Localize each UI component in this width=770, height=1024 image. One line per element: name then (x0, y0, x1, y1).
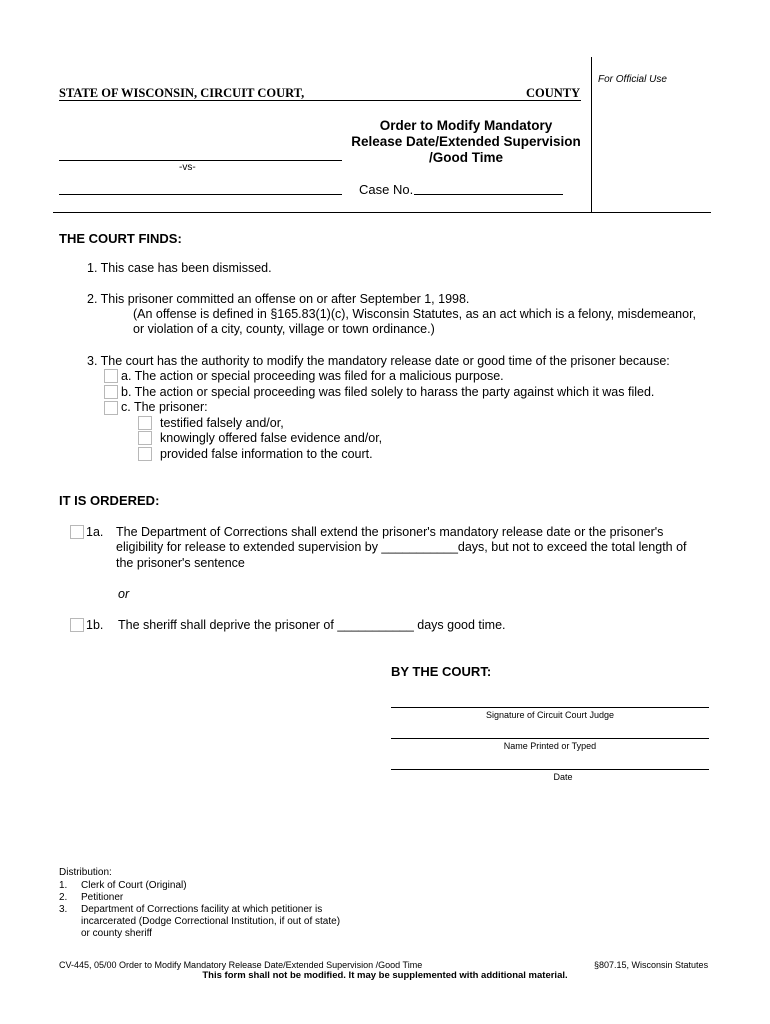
date-field[interactable] (391, 769, 709, 770)
finding-2-note-2: or violation of a city, county, village or town ordinance.) (133, 322, 435, 336)
form-title-line1: Order to Modify Mandatory (379, 118, 553, 133)
vs-label: -vs- (179, 162, 196, 173)
judge-signature-label: Signature of Circuit Court Judge (485, 710, 615, 720)
distribution-item-1: Clerk of Court (Original) (81, 880, 187, 891)
order-1b-text: The sheriff shall deprive the prisoner of ___________ days good time. (118, 618, 506, 632)
official-use-label: For Official Use (598, 74, 667, 85)
finding-3c-testified: testified falsely and/or, (160, 416, 284, 430)
finding-2-note-1: (An offense is defined in §165.83(1)(c), Wisconsin Statutes, as an act which is a felony, misdemeanor, (133, 307, 697, 321)
finding-3: 3. The court has the authority to modify the mandatory release date or good time of the prisoner because: (87, 354, 670, 368)
finding-3a: a. The action or special proceeding was filed for a malicious purpose. (121, 369, 504, 383)
order-1a-line3: the prisoner's sentence (116, 556, 245, 570)
checkbox-3c-testified[interactable] (138, 416, 152, 430)
order-1b-number: 1b. (86, 618, 104, 632)
distribution-item-1-num: 1. (59, 880, 68, 891)
finding-3c-evidence: knowingly offered false evidence and/or, (160, 431, 383, 445)
distribution-item-2: Petitioner (81, 892, 124, 903)
county-label: COUNTY (526, 86, 581, 100)
judge-signature-field[interactable] (391, 707, 709, 708)
distribution-item-3-num: 3. (59, 904, 68, 915)
distribution-item-3-cont2: or county sheriff (81, 928, 152, 939)
ordered-heading: IT IS ORDERED: (59, 493, 160, 508)
finding-2: 2. This prisoner committed an offense on or after September 1, 1998. (87, 292, 470, 306)
finding-3b: b. The action or special proceeding was filed solely to harass the party against which it was filed. (121, 385, 655, 399)
defendant-name-field[interactable] (59, 194, 342, 195)
modification-notice: This form shall not be modified. It may be supplemented with additional material. (202, 970, 568, 981)
state-court-label: STATE OF WISCONSIN, CIRCUIT COURT, (59, 86, 305, 100)
checkbox-3c-evidence[interactable] (138, 431, 152, 445)
checkbox-3c[interactable] (104, 401, 118, 415)
finding-3c: c. The prisoner: (121, 400, 208, 414)
checkbox-order-1a[interactable] (70, 525, 84, 539)
form-title-line2: Release Date/Extended Supervision (351, 134, 581, 149)
finding-1: 1. This case has been dismissed. (87, 261, 272, 275)
form-id: CV-445, 05/00 Order to Modify Mandatory Release Date/Extended Supervision /Good Time (59, 960, 423, 970)
order-1a-number: 1a. (86, 525, 104, 539)
court-finds-heading: THE COURT FINDS: (59, 231, 182, 246)
official-use-divider (591, 57, 592, 213)
case-number-label: Case No. (359, 182, 414, 197)
checkbox-order-1b[interactable] (70, 618, 84, 632)
header-bottom-rule (53, 212, 711, 213)
finding-3c-information: provided false information to the court. (160, 447, 373, 461)
distribution-heading: Distribution: (59, 867, 112, 878)
distribution-item-2-num: 2. (59, 892, 68, 903)
order-1a-line2: eligibility for release to extended supervision by ___________days, but not to exceed the total length of (116, 540, 687, 554)
distribution-item-3: Department of Corrections facility at which petitioner is (81, 904, 323, 915)
plaintiff-name-field[interactable] (59, 160, 342, 161)
case-number-field[interactable] (414, 194, 563, 195)
checkbox-3b[interactable] (104, 385, 118, 399)
or-separator: or (118, 587, 130, 601)
form-title-line3: /Good Time (428, 150, 503, 165)
statute-reference: §807.15, Wisconsin Statutes (594, 960, 709, 970)
county-name-line (59, 100, 581, 101)
checkbox-3c-information[interactable] (138, 447, 152, 461)
distribution-item-3-cont1: incarcerated (Dodge Correctional Institution, if out of state) (81, 916, 341, 927)
order-1a-line1: The Department of Corrections shall extend the prisoner's mandatory release date or the prisoner's (116, 525, 664, 539)
name-printed-label: Name Printed or Typed (503, 741, 597, 751)
by-the-court-heading: BY THE COURT: (391, 664, 492, 679)
date-label: Date (553, 772, 573, 782)
checkbox-3a[interactable] (104, 369, 118, 383)
name-printed-field[interactable] (391, 738, 709, 739)
